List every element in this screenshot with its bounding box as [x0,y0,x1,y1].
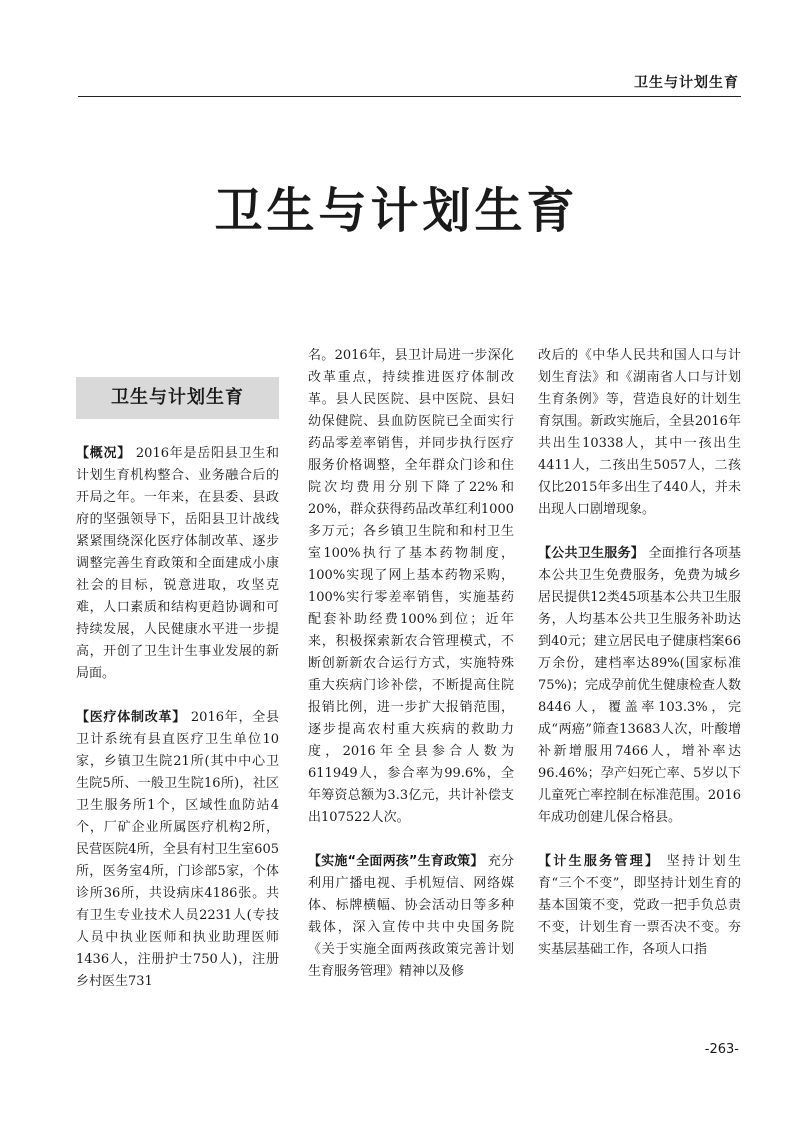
two-child-policy-continued-text: 改后的《中华人民共和国人口与计划生育法》和《湖南省人口与计划生育条例》等，营造良好的计划生育氛围。新政实施后，全县2016年共出生10338人，其中一孩出生4411人，二孩出生5057人，二孩仅比2015年多出生了440人，并未出现人口剧增现象。 [538,348,741,517]
paragraph-medical-reform [76,707,279,993]
medical-reform-text: 2016年，全县卫计系统有县直医疗卫生单位10家，乡镇卫生院21所(其中中心卫生院5所、一般卫生院16所)，社区卫生服务所1个，区域性血防站4个，厂矿企业所属医疗机构2所，民营医院4所，全县有村卫生室605所，医务室4所，门诊部5家，个体诊所36所，共设病床4186张。共有卫生专业技术人员2231人(专技人员中执业医师和执业助理医师1436人，注册护士750人)，注册乡村医生731 [76,710,279,989]
paragraph-public-health [538,543,741,829]
medical-reform-continued-text: 名。2016年，县卫计局进一步深化改革重点，持续推进医疗体制改革。县人民医院、县中医院、县妇幼保健院、县血防医院已全面实行药品零差率销售，并同步执行医疗服务价格调整，全年群众门诊和住院次均费用分别下降了22%和20%，群众获得药品改革红利1000多万元；各乡镇卫生院和和村卫生室100%执行了基本药物制度，100%实现了网上基本药物采购，100%实行零差率销售，实施基药配套补助经费100%到位；近年来，积极探索新农合管理模式，不断创新新农合运行方式，实施特殊重大疾病门诊补偿，不断提高住院报销比例，进一步扩大报销范围，逐步提高农村重大疾病的救助力度，2016年全县参合人数为611949人，参合率为99.6%，全年筹资总额为3.3亿元，共计补偿支出107522人次。 [308,348,514,825]
paragraph-overview [76,443,279,685]
section-heading: 卫生与计划生育 [76,377,279,419]
page-title: 卫生与计划生育 [214,183,579,239]
public-health-text: 全面推行各项基本公共卫生免费服务，免费为城乡居民提供12类45项基本公共卫生服务，人均基本公共卫生服务补助达到40元；建立居民电子健康档案66万余份，建档率达89%(国家标准75%)；完成孕前优生健康检查人数8446人，覆盖率103.3%，完成“两癌”筛查13683人次，叶酸增补新增服用7466人，增补率达96.46%；孕产妇死亡率、5岁以下儿童死亡率控制在标准范围。2016年成功创建儿保合格县。 [538,546,741,825]
column-3 [538,345,741,983]
overview-label: 【概况】 [76,446,132,461]
two-child-policy-text: 充分利用广播电视、手机短信、网络媒体、标牌横幅、协会活动日等多种载体，深入宣传中共中央国务院《关于实施全面两孩政策完善计划生育服务管理》精神以及修 [308,854,514,979]
column-1 [76,345,279,1015]
family-planning-text: 坚持计划生育“三个不变”，即坚持计划生育的基本国策不变，党政一把手负总责不变，计划生育一票否决不变。夯实基层基础工作，各项人口指 [538,854,741,957]
running-header-title: 卫生与计划生育 [634,75,739,91]
column-2 [308,345,514,1005]
overview-text: 2016年是岳阳县卫生和计划生育机构整合、业务融合后的开局之年。一年来，在县委、县政府的坚强领导下，岳阳县卫计战线紧紧围绕深化医疗体制改革、逐步调整完善生育政策和全面建成小康社会的目标，锐意进取，攻坚克难，人口素质和结构更趋协调和可持续发展，人民健康水平进一步提高，开创了卫生计生事业发展的新局面。 [76,446,279,681]
two-child-policy-label: 【实施“全面两孩”生育政策】 [308,854,484,869]
paragraph-two-child-policy [308,851,514,983]
page-number: -263- [704,1042,739,1057]
running-header [78,62,741,97]
medical-reform-label: 【医疗体制改革】 [76,710,187,725]
family-planning-label: 【计生服务管理】 [538,854,661,869]
paragraph-family-planning [538,851,741,961]
paragraph-two-child-policy-continued [538,345,741,521]
paragraph-medical-reform-continued [308,345,514,829]
public-health-label: 【公共卫生服务】 [538,546,645,561]
